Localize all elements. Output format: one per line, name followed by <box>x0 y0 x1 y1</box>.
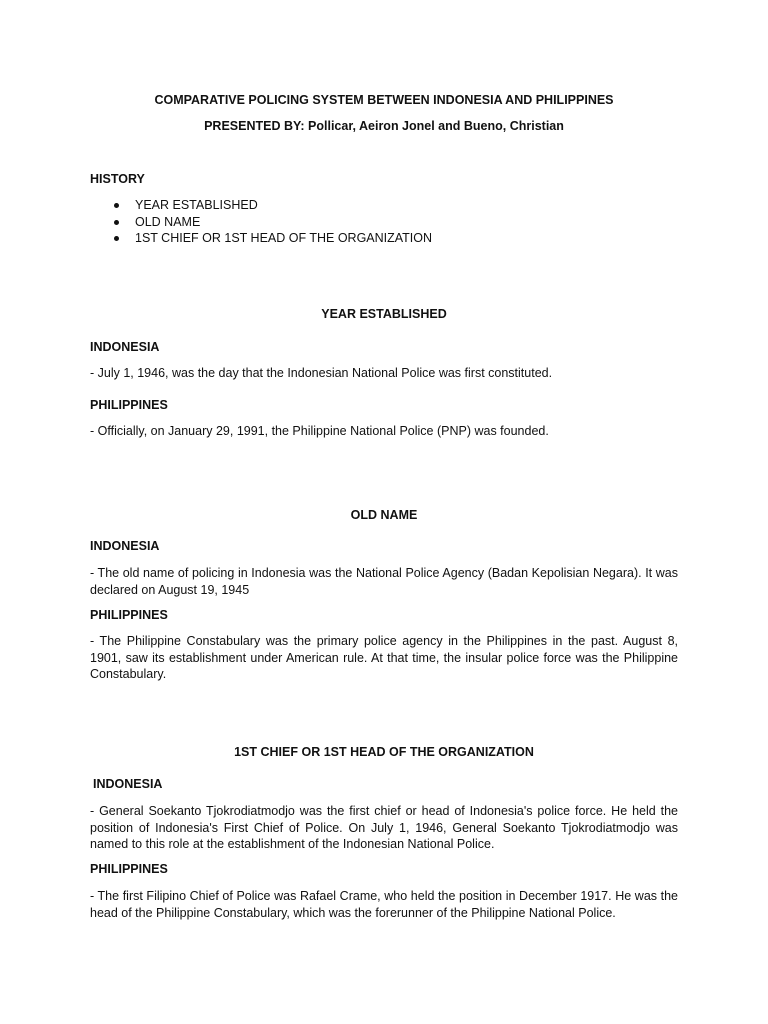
old-name-indonesia-text: - The old name of policing in Indonesia was the National Police Agency (Badan Kepolisian Negara). It was declared on August 19, 1945 <box>90 566 678 597</box>
bullet-icon <box>114 220 119 225</box>
year-established-philippines-heading: PHILIPPINES <box>90 398 168 412</box>
history-item-label: YEAR ESTABLISHED <box>135 198 258 212</box>
first-chief-indonesia-text: - General Soekanto Tjokrodiatmodjo was the first chief or head of Indonesia's police force. He held the position of Indonesia's First Chief of Police. On July 1, 1946, General Soekanto Tjokrodiatmodjo was named to this role at the establishment of the Indonesian National Police. <box>90 804 678 851</box>
document-title: COMPARATIVE POLICING SYSTEM BETWEEN INDONESIA AND PHILIPPINES <box>154 93 614 107</box>
first-chief-philippines-heading: PHILIPPINES <box>90 862 168 876</box>
list-item <box>112 214 432 231</box>
bullet-icon <box>114 236 119 241</box>
bullet-icon <box>114 203 119 208</box>
history-heading: HISTORY <box>90 172 145 186</box>
history-item-label: OLD NAME <box>135 214 201 229</box>
history-item-label: 1ST CHIEF OR 1ST HEAD OF THE ORGANIZATION <box>135 231 433 245</box>
year-established-philippines-text: - Officially, on January 29, 1991, the Philippine National Police (PNP) was founded. <box>90 424 549 438</box>
year-established-indonesia-text: - July 1, 1946, was the day that the Indonesian National Police was first constituted. <box>90 366 553 380</box>
list-item <box>112 197 432 214</box>
old-name-philippines-text: - The Philippine Constabulary was the primary police agency in the Philippines in the past. August 8, 1901, saw its establishment under American rule. At that time, the insular police force was the Philippine Constabulary. <box>90 634 678 681</box>
first-chief-philippines-text: - The first Filipino Chief of Police was Rafael Crame, who held the position in December 1917. He was the head of the Philippine Constabulary, which was the forerunner of the Philippine National Police. <box>90 889 678 920</box>
year-established-title: YEAR ESTABLISHED <box>321 307 447 321</box>
history-list <box>112 197 432 247</box>
first-chief-indonesia-heading: INDONESIA <box>93 777 163 791</box>
first-chief-title: 1ST CHIEF OR 1ST HEAD OF THE ORGANIZATION <box>234 745 534 759</box>
old-name-philippines-heading: PHILIPPINES <box>90 608 168 622</box>
year-established-indonesia-heading: INDONESIA <box>90 340 160 354</box>
old-name-title: OLD NAME <box>350 508 418 522</box>
old-name-indonesia-heading: INDONESIA <box>90 539 160 553</box>
list-item <box>112 230 432 247</box>
presented-by: PRESENTED BY: Pollicar, Aeiron Jonel and Bueno, Christian <box>204 119 564 133</box>
